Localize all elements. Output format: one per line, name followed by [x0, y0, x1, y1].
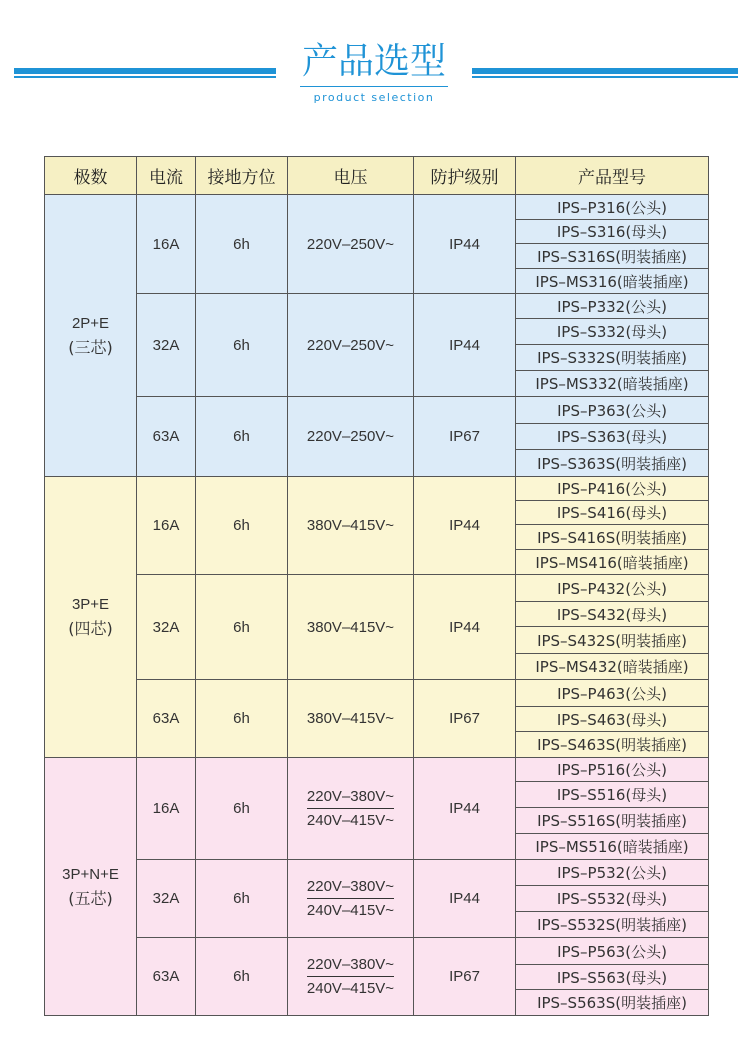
- current-cell: 63A: [137, 938, 196, 1016]
- model-cell: IPS–S416(母头): [516, 501, 709, 525]
- table-row: [45, 477, 709, 501]
- ip-rating-cell: IP44: [414, 294, 516, 397]
- table-row: [45, 294, 709, 319]
- model-cell: IPS–S563S(明装插座): [516, 990, 709, 1016]
- ip-rating-cell: IP67: [414, 680, 516, 758]
- voltage-value: 240V–415V~: [306, 902, 395, 919]
- table-row: [45, 860, 709, 886]
- voltage-cell: [288, 860, 414, 938]
- model-cell: IPS–S432S(明装插座): [516, 627, 709, 654]
- model-cell: IPS–S432(母头): [516, 602, 709, 627]
- voltage-value: 220V–380V~: [307, 788, 394, 809]
- ip-rating-cell: IP67: [414, 397, 516, 477]
- ip-rating-cell: IP44: [414, 860, 516, 938]
- ground-cell: 6h: [196, 397, 288, 477]
- ip-rating-cell: IP44: [414, 195, 516, 294]
- ground-cell: 6h: [196, 195, 288, 294]
- model-cell: IPS–P416(公头): [516, 477, 709, 501]
- model-cell: IPS–S463S(明装插座): [516, 732, 709, 758]
- table-row: [45, 680, 709, 707]
- model-cell: IPS–S332(母头): [516, 319, 709, 345]
- voltage-cell: [288, 680, 414, 758]
- current-cell: 16A: [137, 477, 196, 575]
- voltage-value: 380V–415V~: [306, 710, 395, 727]
- voltage-value: 220V–250V~: [306, 428, 395, 445]
- model-cell: IPS–S316(母头): [516, 220, 709, 244]
- model-cell: IPS–P316(公头): [516, 195, 709, 220]
- table-row: [45, 575, 709, 602]
- model-cell: IPS–P532(公头): [516, 860, 709, 886]
- voltage-value: 380V–415V~: [306, 618, 395, 636]
- ground-cell: 6h: [196, 758, 288, 860]
- model-cell: IPS–S516S(明装插座): [516, 808, 709, 834]
- ip-rating-cell: IP44: [414, 575, 516, 680]
- model-cell: IPS–S532(母头): [516, 886, 709, 912]
- pole-cell: [45, 758, 137, 1016]
- voltage-cell: [288, 477, 414, 575]
- model-cell: IPS–MS316(暗装插座): [516, 269, 709, 294]
- ip-rating-cell: IP67: [414, 938, 516, 1016]
- table-row: [45, 397, 709, 424]
- model-cell: IPS–S416S(明装插座): [516, 525, 709, 550]
- table-row: [45, 938, 709, 965]
- voltage-value: 220V–380V~: [307, 878, 394, 899]
- voltage-cell: [288, 294, 414, 397]
- pole-cell: [45, 195, 137, 477]
- current-cell: 32A: [137, 860, 196, 938]
- model-cell: IPS–S463(母头): [516, 707, 709, 732]
- ground-cell: 6h: [196, 860, 288, 938]
- voltage-cell: [288, 758, 414, 860]
- pole-cell: [45, 477, 137, 758]
- model-cell: IPS–S532S(明装插座): [516, 912, 709, 938]
- model-cell: IPS–P463(公头): [516, 680, 709, 707]
- pole-label: 3P+N+E: [62, 865, 119, 883]
- model-cell: IPS–P363(公头): [516, 397, 709, 424]
- column-header: 电流: [137, 157, 196, 195]
- section-header: [0, 0, 750, 150]
- table-row: [45, 758, 709, 782]
- column-header: 电压: [288, 157, 414, 195]
- title-underline: [300, 86, 448, 87]
- current-cell: 16A: [137, 758, 196, 860]
- voltage-value: 220V–250V~: [306, 235, 395, 253]
- header-divider-right: [472, 68, 738, 74]
- current-cell: 16A: [137, 195, 196, 294]
- ip-rating-cell: IP44: [414, 758, 516, 860]
- model-cell: IPS–P516(公头): [516, 758, 709, 782]
- voltage-cell: [288, 938, 414, 1016]
- column-header: 极数: [45, 157, 137, 195]
- model-cell: IPS–MS332(暗装插座): [516, 371, 709, 397]
- voltage-value: 220V–380V~: [307, 956, 394, 977]
- model-cell: IPS–S563(母头): [516, 965, 709, 990]
- current-cell: 63A: [137, 397, 196, 477]
- table-row: [45, 195, 709, 220]
- voltage-value: 380V–415V~: [306, 517, 395, 534]
- core-count: (五芯): [68, 888, 113, 908]
- current-cell: 63A: [137, 680, 196, 758]
- voltage-value: 240V–415V~: [306, 812, 395, 829]
- ground-cell: 6h: [196, 575, 288, 680]
- model-cell: IPS–MS416(暗装插座): [516, 550, 709, 575]
- column-header: 防护级别: [414, 157, 516, 195]
- column-header: 产品型号: [516, 157, 709, 195]
- ip-rating-cell: IP44: [414, 477, 516, 575]
- voltage-value: 220V–250V~: [306, 336, 395, 354]
- model-cell: IPS–P563(公头): [516, 938, 709, 965]
- voltage-cell: [288, 575, 414, 680]
- current-cell: 32A: [137, 294, 196, 397]
- ground-cell: 6h: [196, 680, 288, 758]
- model-cell: IPS–S316S(明装插座): [516, 244, 709, 269]
- header-divider-left: [14, 68, 276, 74]
- pole-label: 2P+E: [71, 314, 110, 332]
- model-cell: IPS–S516(母头): [516, 782, 709, 808]
- model-cell: IPS–S363(母头): [516, 424, 709, 450]
- core-count: (三芯): [68, 337, 113, 357]
- voltage-value: 240V–415V~: [306, 980, 395, 997]
- product-selection-table: [44, 156, 709, 1016]
- ground-cell: 6h: [196, 938, 288, 1016]
- page-title: 产品选型: [301, 41, 446, 82]
- ground-cell: 6h: [196, 477, 288, 575]
- model-cell: IPS–S332S(明装插座): [516, 345, 709, 371]
- model-cell: IPS–P332(公头): [516, 294, 709, 319]
- model-cell: IPS–MS516(暗装插座): [516, 834, 709, 860]
- column-header: 接地方位: [196, 157, 288, 195]
- current-cell: 32A: [137, 575, 196, 680]
- model-cell: IPS–MS432(暗装插座): [516, 654, 709, 680]
- pole-label: 3P+E: [71, 596, 110, 613]
- page-subtitle: product selection: [313, 91, 435, 104]
- ground-cell: 6h: [196, 294, 288, 397]
- table-header-row: [45, 157, 709, 195]
- voltage-cell: [288, 195, 414, 294]
- model-cell: IPS–S363S(明装插座): [516, 450, 709, 477]
- model-cell: IPS–P432(公头): [516, 575, 709, 602]
- core-count: (四芯): [68, 619, 113, 638]
- voltage-cell: [288, 397, 414, 477]
